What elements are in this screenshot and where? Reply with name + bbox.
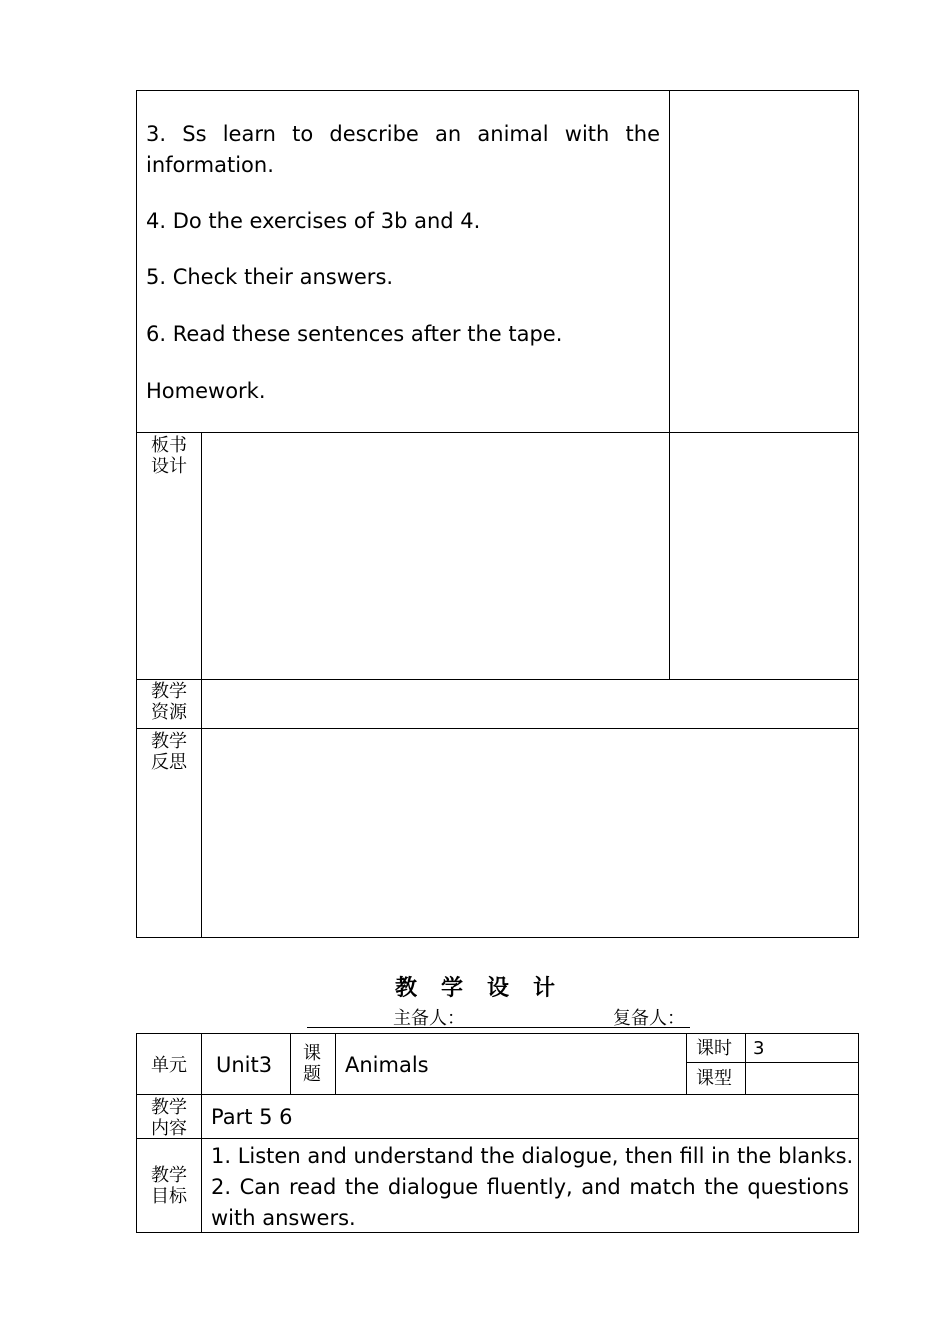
teaching-content-label: 教学内容 [151,1097,187,1139]
teaching-content-value: Part 5 6 [211,1105,293,1129]
step-4: 4. Do the exercises of 3b and 4. [146,209,481,233]
step-5: 5. Check their answers. [146,265,394,289]
topic-value: Animals [345,1053,429,1077]
title-char: 教 [394,976,417,1001]
teaching-resources-label: 教学资源 [151,681,187,723]
title-char: 学 [440,976,463,1001]
topic-label: 课题 [303,1043,321,1085]
title-char: 设 [487,976,510,1001]
board-design-label: 板书设计 [151,435,187,477]
goal-2-line-1: 2. Can read the dialogue fluently, and match the questions [211,1175,849,1199]
page-title [0,974,950,1004]
teaching-goals-label: 教学目标 [151,1165,187,1207]
goal-2-line-2: with answers. [211,1206,356,1230]
teaching-reflection-label: 教学反思 [151,731,187,773]
main-preparer-label: 主备人： [393,1008,465,1029]
unit-label: 单元 [151,1055,187,1076]
lesson-type-label: 课型 [696,1068,732,1089]
goal-1: 1. Listen and understand the dialogue, then fill in the blanks. [211,1144,854,1168]
homework-label: Homework. [146,379,266,403]
title-char: 计 [533,976,556,1001]
period-value: 3 [753,1038,765,1059]
step-3-line-2: information. [146,153,274,177]
step-3-line-1: 3. Ss learn to describe an animal with the [146,122,660,146]
co-preparer-label: 复备人： [613,1008,685,1029]
period-label: 课时 [696,1038,732,1059]
step-6: 6. Read these sentences after the tape. [146,322,563,346]
unit-value: Unit3 [216,1053,273,1077]
